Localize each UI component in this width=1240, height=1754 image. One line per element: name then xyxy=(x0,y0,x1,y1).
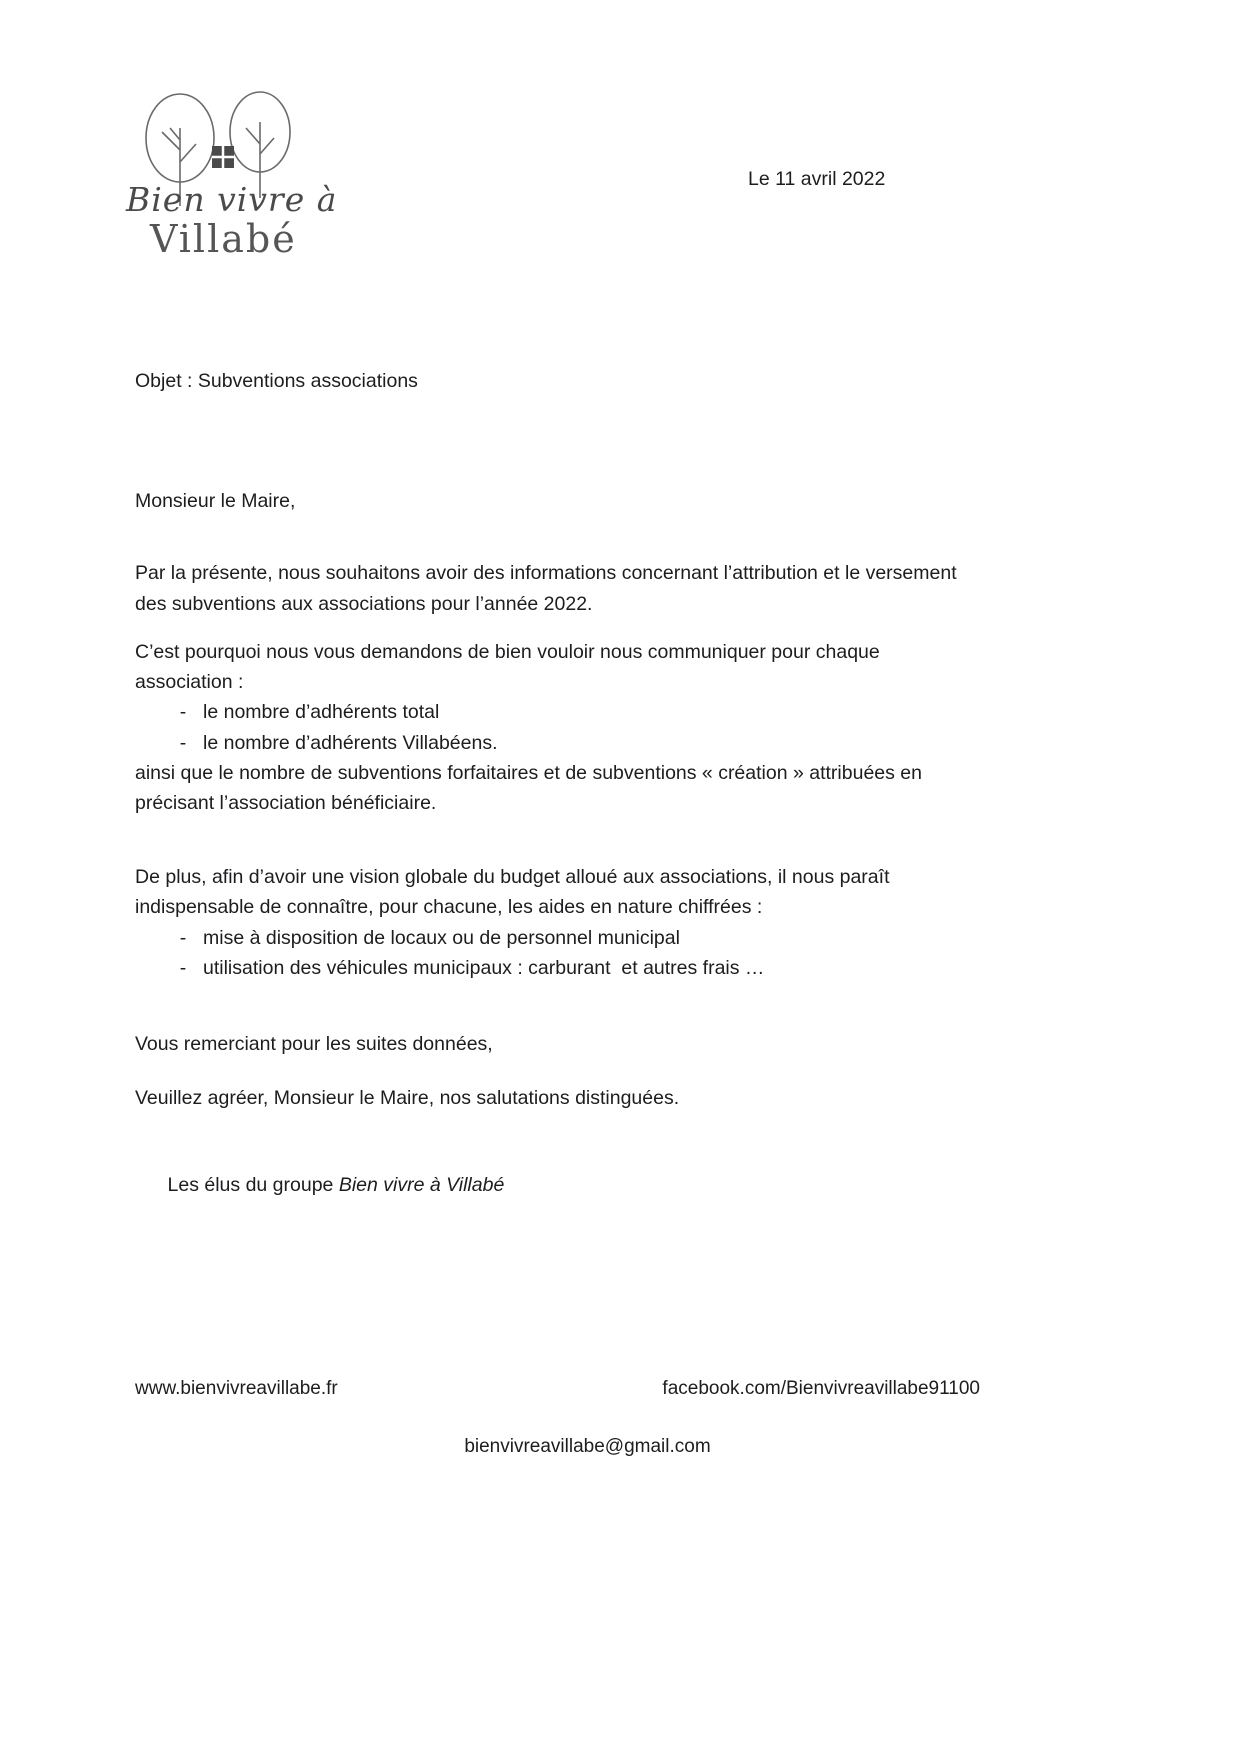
list-item xyxy=(135,923,960,953)
list-item-text: mise à disposition de locaux ou de personnel municipal xyxy=(203,926,680,949)
paragraph-2: C’est pourquoi nous vous demandons de bien vouloir nous communiquer pour chaque association : xyxy=(135,640,886,694)
list-dash-marker: - xyxy=(179,701,187,724)
list-dash-marker: - xyxy=(179,926,187,949)
logo-script-text: Bien vivre à xyxy=(126,180,338,219)
list-adherents xyxy=(135,697,960,757)
list-item-text: utilisation des véhicules municipaux : carburant et autres frais … xyxy=(203,956,765,979)
letter-footer xyxy=(135,1378,980,1458)
association-logo xyxy=(118,88,348,261)
paragraph-6: Veuillez agréer, Monsieur le Maire, nos salutations distinguées. xyxy=(135,1087,680,1110)
logo-name-text: Villabé xyxy=(150,217,297,261)
paragraph-4: De plus, afin d’avoir une vision globale du budget alloué aux associations, il nous paraît indispensable de connaître, pour chacune, les aides en nature chiffrées : xyxy=(135,866,895,919)
list-dash-marker: - xyxy=(179,731,187,754)
list-item xyxy=(135,697,960,727)
salutation: Monsieur le Maire, xyxy=(135,490,296,513)
footer-email: bienvivreavillabe@gmail.com xyxy=(464,1436,711,1457)
closing-group-name: Bien vivre à Villabé xyxy=(338,1173,505,1196)
closing-prefix: Les élus du groupe xyxy=(167,1173,339,1196)
list-item-text: le nombre d’adhérents Villabéens. xyxy=(203,731,498,754)
footer-facebook: facebook.com/Bienvivreavillabe91100 xyxy=(662,1378,980,1399)
subject-line: Objet : Subventions associations xyxy=(135,370,418,392)
paragraph-3: ainsi que le nombre de subventions forfaitaires et de subventions « création » attribuées en précisant l’association bénéficiaire. xyxy=(135,761,928,814)
list-aides-nature xyxy=(135,923,960,983)
letter-header xyxy=(0,0,1240,270)
list-item-text: le nombre d’adhérents total xyxy=(203,701,440,724)
closing-line xyxy=(135,1140,960,1231)
list-item xyxy=(135,953,960,983)
letter-body xyxy=(0,366,1240,1230)
letter-date: Le 11 avril 2022 xyxy=(748,168,886,190)
footer-website: www.bienvivreavillabe.fr xyxy=(135,1378,338,1399)
list-dash-marker: - xyxy=(179,956,187,979)
list-item xyxy=(135,728,960,758)
paragraph-1: Par la présente, nous souhaitons avoir des informations concernant l’attribution et le versement des subventions aux associations pour l’année 2022. xyxy=(135,562,963,615)
paragraph-5: Vous remerciant pour les suites données, xyxy=(135,1033,493,1056)
footer-links-row xyxy=(135,1378,980,1400)
